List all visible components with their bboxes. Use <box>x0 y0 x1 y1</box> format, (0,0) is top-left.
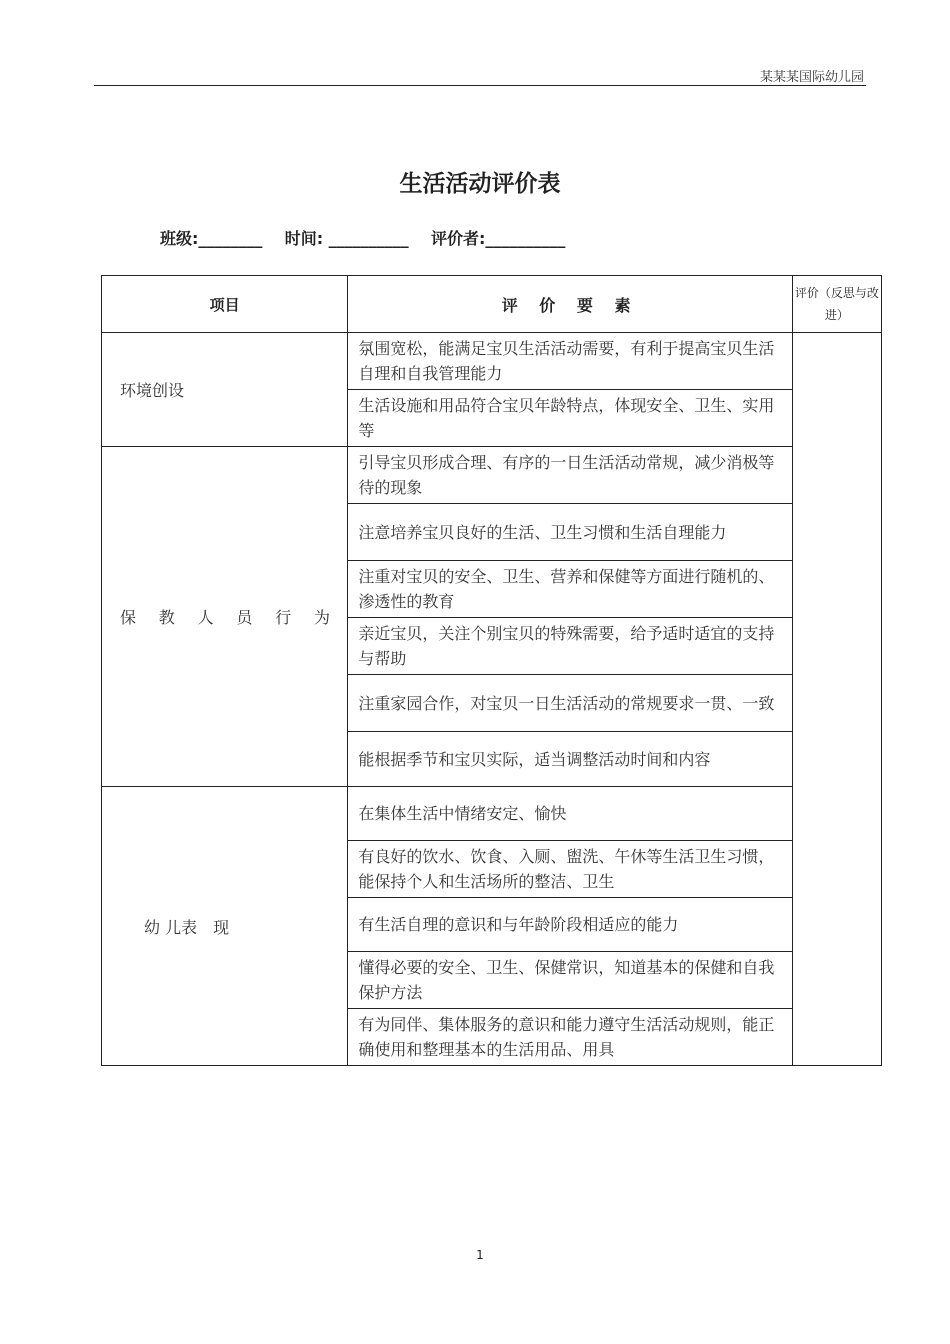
staff-char: 员 <box>236 608 253 627</box>
table-row <box>102 333 882 390</box>
evaluator-field: 评价者:__________ <box>430 229 566 248</box>
factor-cell: 亲近宝贝，关注个别宝贝的特殊需要，给予适时适宜的支持与帮助 <box>348 618 793 675</box>
staff-char: 为 <box>313 608 330 627</box>
header-factors: 评 价 要 素 <box>348 276 793 333</box>
factor-cell: 注重对宝贝的安全、卫生、营养和保健等方面进行随机的、渗透性的教育 <box>348 561 793 618</box>
category-staff-behavior <box>102 447 348 787</box>
factor-cell: 引导宝贝形成合理、有序的一日生活活动常规，减少消极等待的现象 <box>348 447 793 504</box>
header-evaluation: 评价（反思与改进） <box>792 276 881 333</box>
table-row <box>102 787 882 841</box>
factor-cell: 有生活自理的意识和与年龄阶段相适应的能力 <box>348 898 793 952</box>
factor-cell: 有为同伴、集体服务的意识和能力遵守生活活动规则，能正确使用和整理基本的生活用品、用具 <box>348 1009 793 1066</box>
factor-cell: 生活设施和用品符合宝贝年龄特点，体现安全、卫生、实用等 <box>348 390 793 447</box>
category-environment: 环境创设 <box>102 333 348 447</box>
staff-char: 保 <box>120 608 137 627</box>
category-staff-name <box>120 605 330 628</box>
evaluation-table <box>101 275 882 1066</box>
header-item: 项目 <box>102 276 348 333</box>
staff-char: 教 <box>158 608 175 627</box>
factor-cell: 注重家园合作，对宝贝一日生活活动的常规要求一贯、一致 <box>348 675 793 732</box>
page-number: 1 <box>476 1248 484 1262</box>
header-organization: 某某某国际幼儿园 <box>759 70 864 85</box>
factor-cell: 能根据季节和宝贝实际，适当调整活动时间和内容 <box>348 732 793 787</box>
class-field: 班级:________ <box>160 229 263 248</box>
time-field: 时间: __________ <box>284 229 409 248</box>
table-row <box>102 447 882 504</box>
page-title: 生活活动评价表 <box>399 170 561 197</box>
factor-cell: 氛围宽松，能满足宝贝生活活动需要，有利于提高宝贝生活自理和自我管理能力 <box>348 333 793 390</box>
factor-cell: 在集体生活中情绪安定、愉快 <box>348 787 793 841</box>
table-header-row <box>102 276 882 333</box>
factor-cell: 懂得必要的安全、卫生、保健常识，知道基本的保健和自我保护方法 <box>348 952 793 1009</box>
staff-char: 人 <box>197 608 214 627</box>
header-divider <box>94 85 866 86</box>
evaluation-cell <box>792 333 881 1066</box>
factor-cell: 注意培养宝贝良好的生活、卫生习惯和生活自理能力 <box>348 504 793 561</box>
factor-cell: 有良好的饮水、饮食、入厕、盥洗、午休等生活卫生习惯，能保持个人和生活场所的整洁、卫生 <box>348 841 793 898</box>
category-child-performance: 幼 儿表 现 <box>102 787 348 1066</box>
staff-char: 行 <box>275 608 292 627</box>
form-meta-line <box>160 226 565 249</box>
